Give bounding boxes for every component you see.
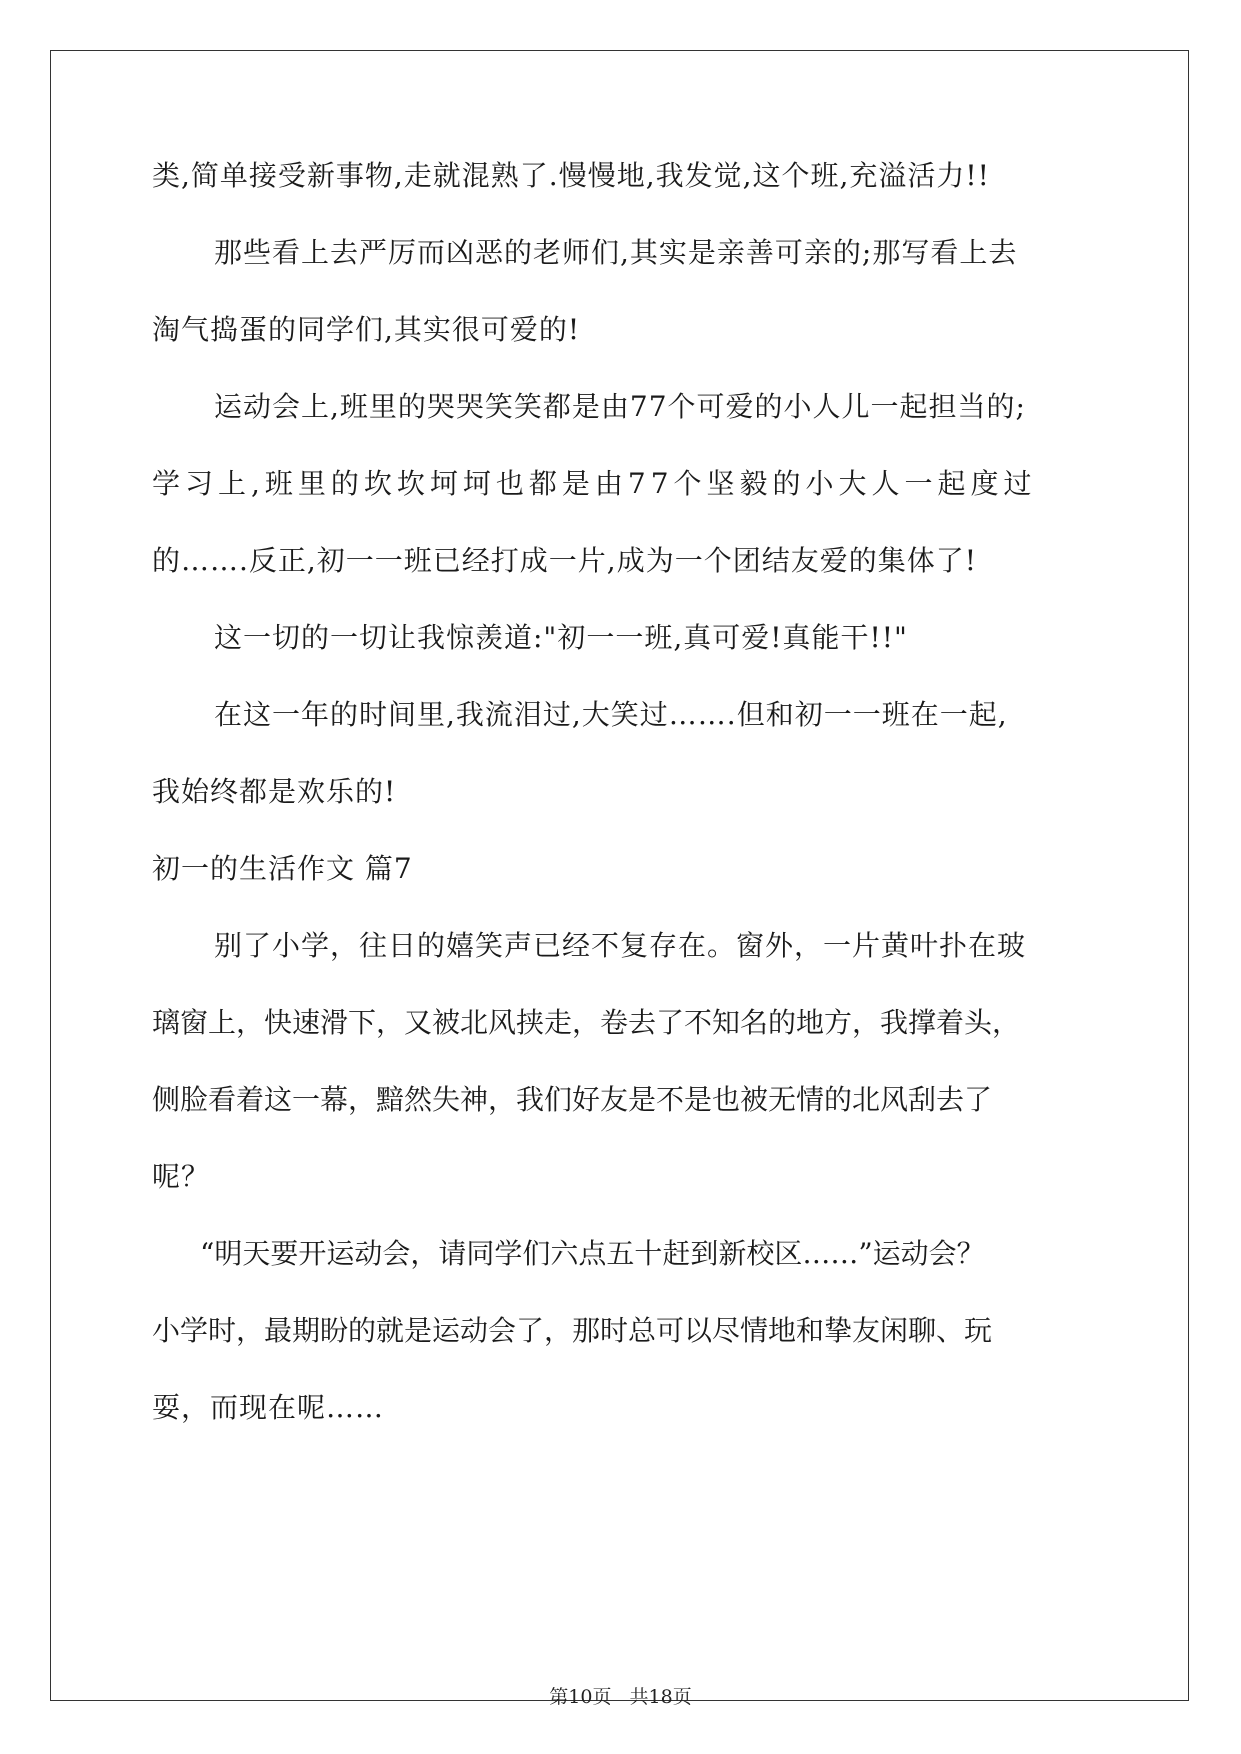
page-footer (0, 1686, 1241, 1708)
text-line: 呢？ (152, 1160, 211, 1193)
text-line: 耍，而现在呢…… (152, 1391, 385, 1424)
text-line: 我始终都是欢乐的! (152, 775, 397, 808)
text-line: 运动会上,班里的哭哭笑笑都是由77个可爱的小人儿一起担当的; (214, 390, 1026, 423)
section-heading: 初一的生活作文 篇7 (152, 852, 413, 885)
text-line: 类,简单接受新事物,走就混熟了.慢慢地,我发觉,这个班,充溢活力!! (152, 159, 990, 192)
text-line: “明天要开运动会，请同学们六点五十赶到新校区……”运动会？ (200, 1237, 985, 1270)
text-line: 这一切的一切让我惊羡道:"初一一班,真可爱!真能干!!" (214, 621, 908, 654)
text-line: 淘气捣蛋的同学们,其实很可爱的! (152, 313, 581, 346)
text-line: 在这一年的时间里,我流泪过,大笑过…….但和初一一班在一起, (214, 698, 1008, 731)
text-line: 的…….反正,初一一班已经打成一片,成为一个团结友爱的集体了! (152, 544, 977, 577)
text-line: 那些看上去严厉而凶恶的老师们,其实是亲善可亲的;那写看上去 (214, 236, 1018, 269)
text-line: 小学时，最期盼的就是运动会了，那时总可以尽情地和挚友闲聊、玩 (152, 1314, 993, 1347)
page-total: 共18页 (629, 1686, 692, 1708)
page-number: 第10页 (549, 1686, 612, 1708)
text-line: 学习上,班里的坎坎坷坷也都是由77个坚毅的小大人一起度过 (152, 467, 1037, 500)
text-line: 别了小学，往日的嬉笑声已经不复存在。窗外，一片黄叶扑在玻 (214, 929, 1027, 962)
text-line: 侧脸看着这一幕，黯然失神，我们好友是不是也被无情的北风刮去了 (152, 1083, 993, 1116)
text-line: 璃窗上，快速滑下，又被北风挟走，卷去了不知名的地方，我撑着头， (152, 1006, 1021, 1039)
document-body (152, 160, 1092, 1469)
